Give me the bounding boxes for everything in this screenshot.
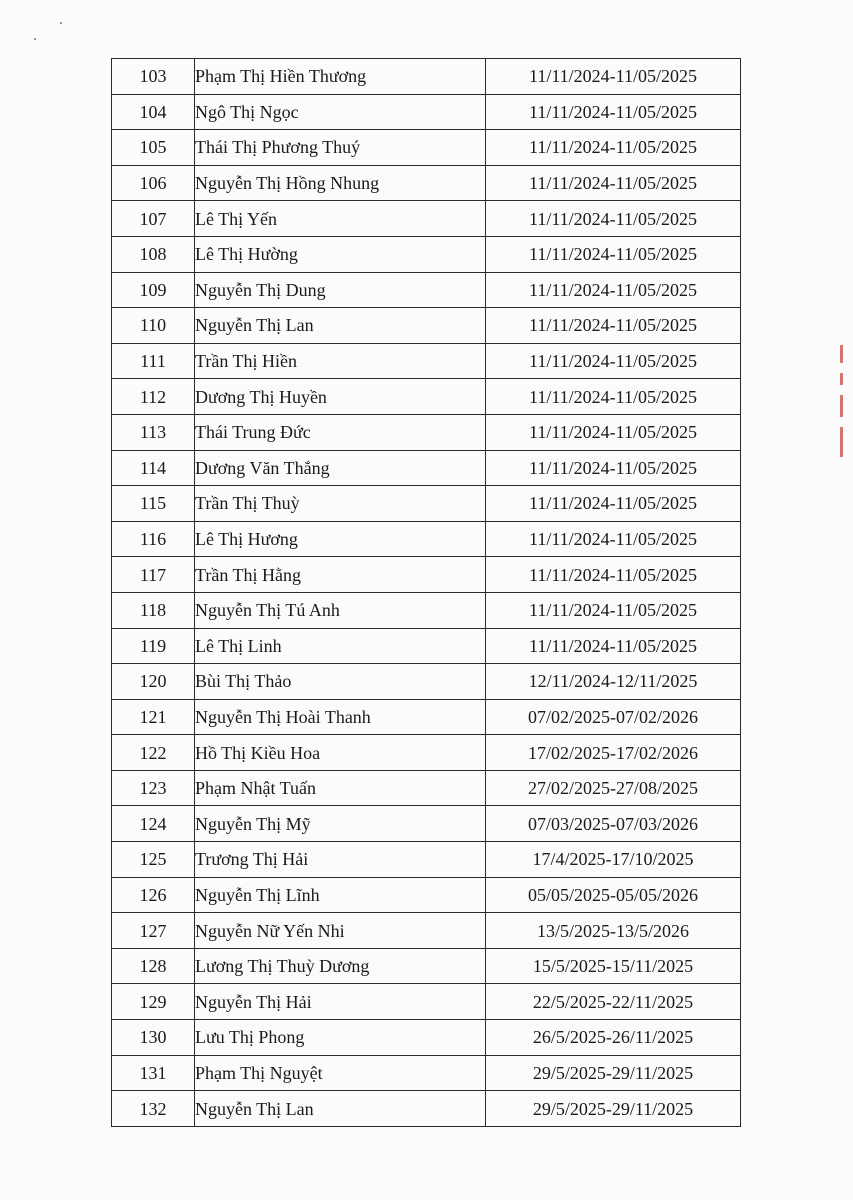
row-period: 27/02/2025-27/08/2025 [486,770,741,806]
row-period: 07/03/2025-07/03/2026 [486,806,741,842]
row-number: 130 [112,1020,195,1056]
row-name: Trương Thị Hải [195,842,486,878]
row-period: 11/11/2024-11/05/2025 [486,450,741,486]
table-row [112,272,741,308]
table-row [112,664,741,700]
row-period: 11/11/2024-11/05/2025 [486,414,741,450]
row-number: 103 [112,59,195,95]
row-period: 11/11/2024-11/05/2025 [486,521,741,557]
row-period: 11/11/2024-11/05/2025 [486,592,741,628]
table-row [112,913,741,949]
table-row [112,94,741,130]
row-period: 11/11/2024-11/05/2025 [486,201,741,237]
table-row [112,379,741,415]
row-number: 120 [112,664,195,700]
row-number: 106 [112,165,195,201]
row-number: 108 [112,236,195,272]
row-number: 112 [112,379,195,415]
row-name: Nguyễn Thị Hoài Thanh [195,699,486,735]
row-name: Trần Thị Hiền [195,343,486,379]
row-number: 118 [112,592,195,628]
row-name: Nguyễn Thị Lan [195,1091,486,1127]
row-name: Nguyễn Thị Dung [195,272,486,308]
row-name: Nguyễn Thị Tú Anh [195,592,486,628]
scan-speck [60,22,62,24]
row-period: 11/11/2024-11/05/2025 [486,272,741,308]
row-period: 11/11/2024-11/05/2025 [486,308,741,344]
row-name: Lương Thị Thuỳ Dương [195,948,486,984]
row-number: 115 [112,486,195,522]
row-period: 11/11/2024-11/05/2025 [486,59,741,95]
row-number: 119 [112,628,195,664]
row-name: Ngô Thị Ngọc [195,94,486,130]
row-period: 11/11/2024-11/05/2025 [486,130,741,166]
row-name: Nguyễn Thị Hồng Nhung [195,165,486,201]
table-row [112,592,741,628]
row-name: Lê Thị Hương [195,521,486,557]
row-number: 124 [112,806,195,842]
table-row [112,130,741,166]
row-name: Phạm Nhật Tuấn [195,770,486,806]
row-period: 11/11/2024-11/05/2025 [486,486,741,522]
row-name: Lê Thị Linh [195,628,486,664]
row-name: Lê Thị Hường [195,236,486,272]
table-row [112,842,741,878]
row-period: 29/5/2025-29/11/2025 [486,1055,741,1091]
row-number: 122 [112,735,195,771]
row-name: Phạm Thị Hiền Thương [195,59,486,95]
table-row [112,486,741,522]
row-number: 111 [112,343,195,379]
row-number: 113 [112,414,195,450]
row-period: 29/5/2025-29/11/2025 [486,1091,741,1127]
table-row [112,236,741,272]
row-period: 11/11/2024-11/05/2025 [486,94,741,130]
row-number: 132 [112,1091,195,1127]
row-number: 131 [112,1055,195,1091]
row-number: 104 [112,94,195,130]
row-name: Nguyễn Thị Hải [195,984,486,1020]
table-row [112,735,741,771]
row-name: Thái Thị Phương Thuý [195,130,486,166]
table-row [112,414,741,450]
table-row [112,557,741,593]
row-name: Bùi Thị Thảo [195,664,486,700]
row-name: Nguyễn Nữ Yến Nhi [195,913,486,949]
row-number: 125 [112,842,195,878]
row-period: 07/02/2025-07/02/2026 [486,699,741,735]
row-period: 13/5/2025-13/5/2026 [486,913,741,949]
table-row [112,1020,741,1056]
row-name: Dương Văn Thắng [195,450,486,486]
row-name: Hồ Thị Kiều Hoa [195,735,486,771]
row-number: 109 [112,272,195,308]
roster-table [111,58,741,1127]
table-row [112,450,741,486]
row-number: 128 [112,948,195,984]
row-name: Trần Thị Hằng [195,557,486,593]
row-period: 11/11/2024-11/05/2025 [486,628,741,664]
row-period: 11/11/2024-11/05/2025 [486,236,741,272]
row-name: Nguyễn Thị Lan [195,308,486,344]
row-period: 12/11/2024-12/11/2025 [486,664,741,700]
row-number: 110 [112,308,195,344]
row-period: 11/11/2024-11/05/2025 [486,343,741,379]
row-number: 114 [112,450,195,486]
row-name: Lê Thị Yến [195,201,486,237]
row-number: 126 [112,877,195,913]
row-number: 116 [112,521,195,557]
row-period: 15/5/2025-15/11/2025 [486,948,741,984]
row-name: Thái Trung Đức [195,414,486,450]
table-row [112,308,741,344]
table-row [112,984,741,1020]
table-row [112,165,741,201]
row-period: 05/05/2025-05/05/2026 [486,877,741,913]
row-period: 17/02/2025-17/02/2026 [486,735,741,771]
row-name: Lưu Thị Phong [195,1020,486,1056]
row-name: Nguyễn Thị Lĩnh [195,877,486,913]
table-row [112,521,741,557]
table-row [112,699,741,735]
margin-stamp-marks [840,345,850,485]
row-number: 121 [112,699,195,735]
row-number: 129 [112,984,195,1020]
table-row [112,1055,741,1091]
row-period: 11/11/2024-11/05/2025 [486,165,741,201]
row-period: 22/5/2025-22/11/2025 [486,984,741,1020]
scan-speck [34,38,36,40]
row-number: 127 [112,913,195,949]
table-row [112,628,741,664]
row-number: 105 [112,130,195,166]
table-row [112,948,741,984]
row-period: 11/11/2024-11/05/2025 [486,557,741,593]
row-period: 11/11/2024-11/05/2025 [486,379,741,415]
table-row [112,770,741,806]
row-name: Dương Thị Huyền [195,379,486,415]
row-name: Nguyễn Thị Mỹ [195,806,486,842]
table-row [112,59,741,95]
row-name: Phạm Thị Nguyệt [195,1055,486,1091]
table-row [112,343,741,379]
row-number: 107 [112,201,195,237]
row-name: Trần Thị Thuỳ [195,486,486,522]
table-row [112,877,741,913]
table-row [112,201,741,237]
table-row [112,806,741,842]
row-number: 123 [112,770,195,806]
roster-table-body [112,59,741,1127]
row-period: 26/5/2025-26/11/2025 [486,1020,741,1056]
row-number: 117 [112,557,195,593]
table-row [112,1091,741,1127]
row-period: 17/4/2025-17/10/2025 [486,842,741,878]
